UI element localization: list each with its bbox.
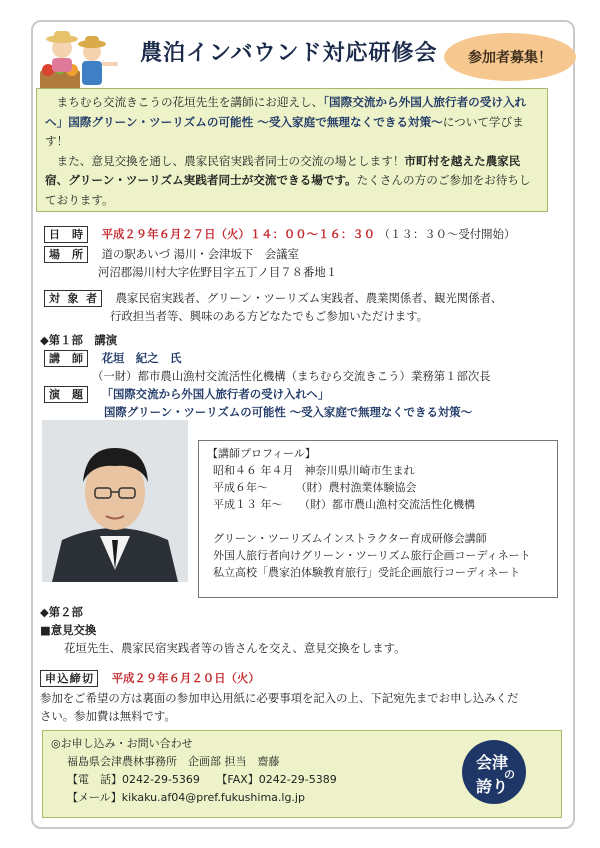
place-label: 場所: [44, 246, 88, 263]
profile-line: 平成１３ 年～ （財）都市農山漁村交流活性化機構: [213, 498, 475, 511]
intro-emphasis: 市町村を越えた農家民宿、グリーン・ツーリズム実践者同士が交流できる場です。: [45, 153, 521, 187]
place-line-1: 道の駅あいづ 湯川・会津坂下 会議室: [101, 247, 299, 261]
intro-topic: 「国際交流から外国人旅行者の受け入れへ」国際グリーン・ツーリズムの可能性 ～受入家庭で無理なくできる対策～: [45, 95, 527, 129]
intro-paragraph-2: [45, 152, 539, 211]
page-title: 農泊インバウンド対応研修会: [140, 41, 438, 66]
part2-text: 花垣先生、農家民宿実践者等の皆さんを交え、意見交換をします。: [64, 641, 406, 655]
lecturer-row: [44, 350, 181, 367]
place-line-2: 河沼郡湯川村大字佐野目字五丁ノ目７８番地１: [98, 265, 338, 279]
recruit-badge: [444, 33, 576, 81]
seal-text-1: 会津: [476, 753, 509, 772]
lecturer-profile-box: [198, 440, 558, 598]
profile-line: グリーン・ツーリズムインストラクター育成研修会講師: [213, 532, 487, 545]
intro-text-end: について学びます！: [45, 114, 524, 148]
intro-text: まちむら交流きこうの花垣先生を講師にお迎えし、: [56, 95, 324, 109]
intro-box: [36, 88, 548, 212]
recruit-badge-text: 参加者募集！: [468, 50, 552, 66]
target-line-1: 農家民宿実践者、グリーン・ツーリズム実践者、農業関係者、観光関係者、: [115, 291, 503, 305]
target-row: [44, 290, 502, 307]
date-note: （１３：３０～受付開始）: [378, 227, 516, 241]
intro-closing: たくさんの方のご参加をお待ちしております。: [45, 173, 531, 207]
portrait-image: [42, 420, 188, 582]
seal-text-3: 誇り: [476, 777, 509, 796]
contact-tel-fax: 【電 話】0242-29-5369 【FAX】0242-29-5389: [67, 773, 337, 786]
deadline-label: 申込締切: [40, 670, 98, 687]
deadline-line-1: 参加をご希望の方は裏面の参加申込用紙に必要事項を記入の上、下記宛先までお申し込みくだ: [40, 691, 519, 705]
part1-heading: ◆第１部 講演: [40, 333, 118, 347]
contact-office: 福島県会津農林事務所 企画部 担当 齋藤: [67, 755, 280, 768]
date-label: 日時: [44, 226, 88, 243]
place-row: [44, 246, 299, 263]
topic-line-2: 国際グリーン・ツーリズムの可能性 ～受入家庭で無理なくできる対策～: [104, 405, 473, 419]
intro-text-2: また、意見交換を通し、農家民宿実践者同士の交流の場とします！: [56, 153, 405, 168]
intro-paragraph-1: [45, 93, 539, 152]
seal-text-2: の: [504, 768, 515, 781]
profile-line: 私立高校「農家泊体験教育旅行」受託企画旅行コーディネート: [213, 566, 521, 579]
lecturer-photo: [42, 420, 188, 582]
contact-email: 【メール】kikaku.af04@pref.fukushima.lg.jp: [67, 791, 305, 804]
deadline-row: [40, 670, 260, 687]
profile-line: 昭和４６ 年４月 神奈川県川崎市生まれ: [213, 464, 415, 477]
profile-line: 外国人旅行者向けグリーン・ツーリズム旅行企画コーディネート: [213, 549, 531, 562]
part2-heading: ◆第２部: [40, 605, 83, 619]
target-line-2: 行政担当者等、興味のある方どなたでもご参加いただけます。: [110, 309, 429, 323]
topic-line-1: 「国際交流から外国人旅行者の受け入れへ」: [101, 387, 330, 401]
topic-label: 演題: [44, 386, 88, 403]
lecturer-label: 講師: [44, 350, 88, 367]
profile-line: 平成６年～ （財）農村漁業体験協会: [213, 481, 417, 494]
date-row: [44, 226, 515, 243]
target-label: 対象者: [44, 290, 102, 307]
lecturer-name: 花垣 紀之 氏: [101, 351, 182, 365]
lecturer-org: （一財）都市農山漁村交流活性化機構（まちむら交流きこう）業務第１部次長: [92, 369, 491, 383]
aizu-pride-seal: [460, 738, 528, 806]
contact-heading: ◎お申し込み・お問い合わせ: [51, 737, 193, 750]
profile-heading: 【講師プロフィール】: [207, 447, 316, 460]
deadline-line-2: さい。参加費は無料です。: [40, 709, 176, 723]
farmers-illustration: [36, 26, 122, 96]
profile-line: [207, 513, 549, 530]
part2-subheading: ■意見交換: [40, 623, 97, 637]
deadline-value: 平成２９年６月２０日（火）: [111, 671, 260, 685]
topic-row: [44, 386, 329, 403]
date-value: 平成２９年６月２７日（火）１４：００～１６：３０: [101, 227, 376, 241]
